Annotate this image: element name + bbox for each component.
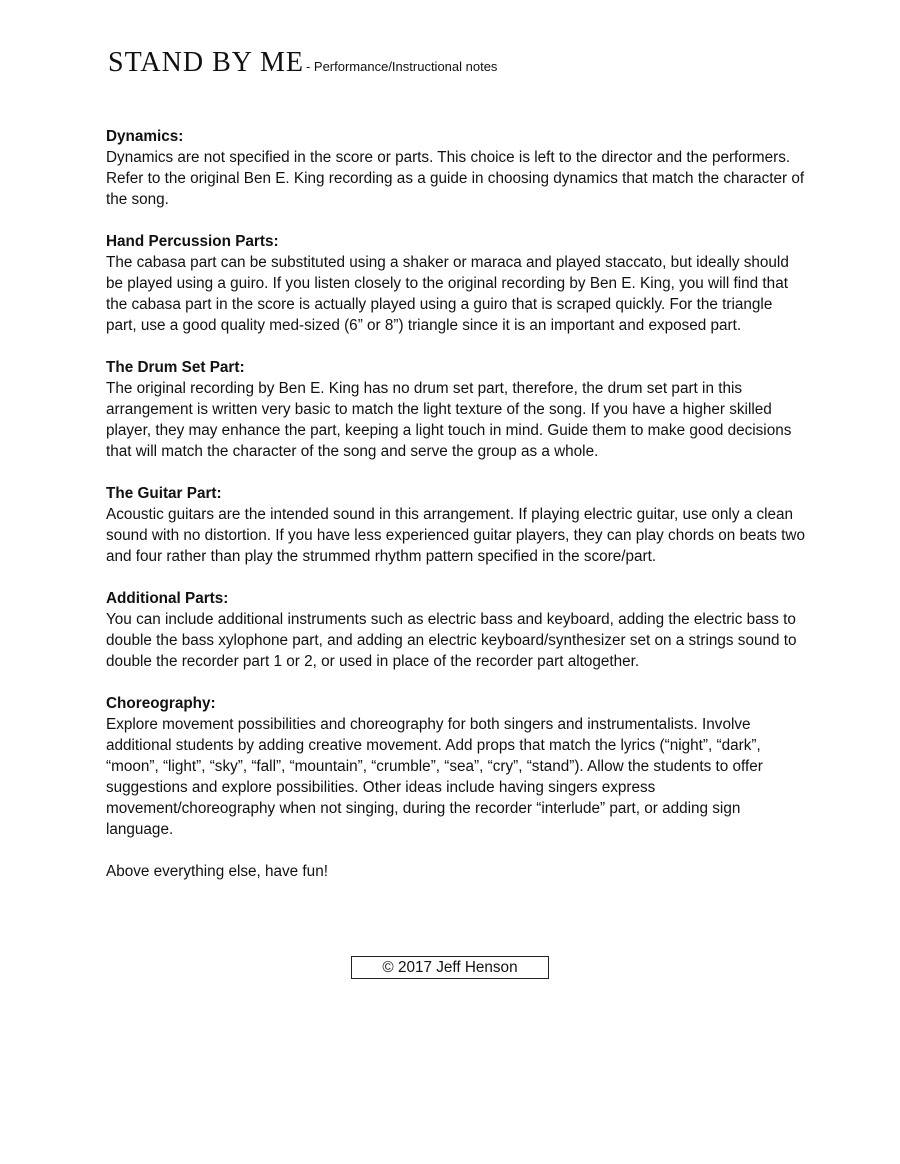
section-text: Acoustic guitars are the intended sound in this arrangement. If playing electric guitar, use only a clean sound with no distortion. If you have less experienced guitar players, they can play chords on beats two and four rather than play the strummed rhythm pattern specified in the score/part. — [106, 506, 805, 565]
closing-note: Above everything else, have fun! — [106, 863, 328, 880]
section-hand-percussion — [106, 231, 806, 336]
section-text: Dynamics are not specified in the score or parts. This choice is left to the director and the performers. Refer to the original Ben E. King recording as a guide in choosing dynamics that match the character of the song. — [106, 149, 805, 208]
section-choreography — [106, 693, 806, 840]
section-dynamics — [106, 126, 806, 210]
page-subtitle: - Performance/Instructional notes — [305, 59, 498, 74]
page-title: STAND BY ME — [108, 47, 304, 78]
section-heading: Hand Percussion Parts: — [106, 233, 279, 250]
copyright-notice: © 2017 Jeff Henson — [351, 956, 549, 979]
section-heading: The Guitar Part: — [106, 485, 222, 502]
section-additional-parts — [106, 588, 806, 672]
notes-body — [106, 126, 806, 882]
page-header — [108, 47, 497, 79]
section-text: You can include additional instruments such as electric bass and keyboard, adding the electric bass to double the bass xylophone part, and adding an electric keyboard/synthesizer set on a strings sound to double the recorder part 1 or 2, or used in place of the recorder part altogether. — [106, 611, 797, 670]
section-guitar — [106, 483, 806, 567]
section-text: The original recording by Ben E. King has no drum set part, therefore, the drum set part in this arrangement is written very basic to match the light texture of the song. If you have a higher skilled player, they may enhance the part, keeping a light touch in mind. Guide them to make good decisions that will match the character of the song and serve the group as a whole. — [106, 380, 792, 460]
section-text: Explore movement possibilities and choreography for both singers and instrumentalists. Involve additional students by adding creative movement. Add props that match the lyrics (“night”, “dark”, “moon”, “light”, “sky”, “fall”, “mountain”, “crumble”, “sea”, “cry”, “stand”). Allow the students to offer suggestions and explore possibilities. Other ideas include having singers express movement/choreography when not singing, during the recorder “interlude” part, or adding sign language. — [106, 716, 763, 838]
section-heading: Dynamics: — [106, 128, 184, 145]
section-heading: Additional Parts: — [106, 590, 229, 607]
section-text: The cabasa part can be substituted using a shaker or maraca and played staccato, but ideally should be played using a guiro. If you listen closely to the original recording by Ben E. King, you will find that the cabasa part in the score is actually played using a guiro that is scraped quickly. For the triangle part, use a good quality med-sized (6” or 8”) triangle since it is an important and exposed part. — [106, 254, 789, 334]
section-heading: Choreography: — [106, 695, 216, 712]
section-drum-set — [106, 357, 806, 462]
section-heading: The Drum Set Part: — [106, 359, 245, 376]
